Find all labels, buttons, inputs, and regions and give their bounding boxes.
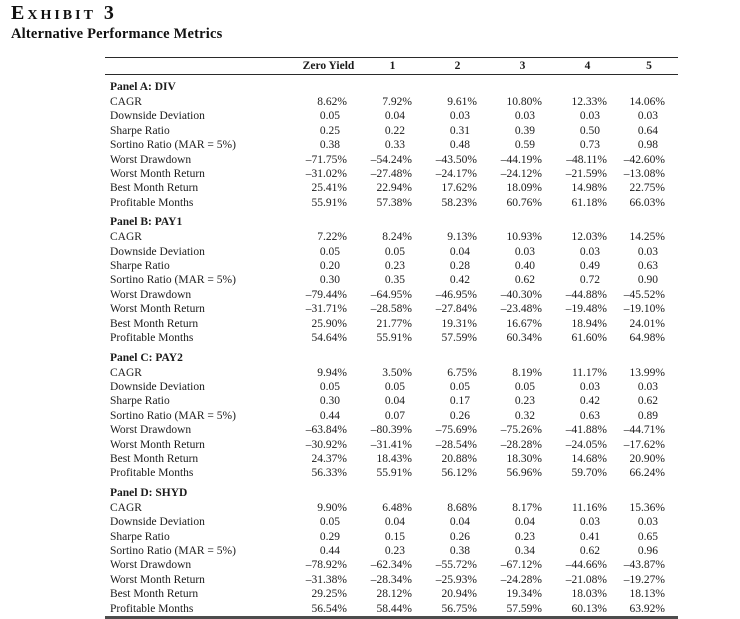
metric-value: 0.44 (319, 544, 340, 557)
metric-value: 0.49 (579, 260, 600, 273)
metric-label: Sharpe Ratio (110, 395, 170, 408)
metric-value: –79.44% (305, 288, 347, 301)
metric-label: Downside Deviation (110, 245, 205, 258)
metric-row (105, 558, 678, 572)
metric-value: 0.23 (514, 395, 535, 408)
metric-value: 22.75% (629, 182, 665, 195)
metric-value: –19.48% (565, 303, 607, 316)
metric-label: CAGR (110, 96, 142, 108)
metric-value: 0.63 (637, 260, 658, 273)
metric-value: 0.89 (637, 409, 658, 422)
metric-value: 0.04 (384, 110, 405, 123)
metric-value: 0.26 (449, 409, 470, 422)
metric-value: 59.70% (571, 467, 607, 480)
metric-value: 0.23 (384, 260, 405, 273)
metric-value: –24.05% (565, 438, 607, 451)
column-header-5: 5 (646, 60, 652, 72)
metric-value: 58.44% (376, 602, 412, 615)
metric-value: 20.94% (441, 588, 477, 601)
metric-value: 3.50% (382, 366, 412, 379)
column-header-zero-yield: Zero Yield (302, 60, 355, 72)
metric-value: 18.09% (506, 182, 542, 195)
metric-label: Worst Month Return (110, 438, 205, 451)
metric-value: –24.12% (500, 168, 542, 181)
panel-title: Panel A: DIV (110, 81, 176, 93)
metric-value: –40.30% (500, 288, 542, 301)
metric-value: 24.37% (311, 452, 347, 465)
metric-value: –44.19% (500, 153, 542, 166)
metric-value: 0.05 (319, 245, 340, 258)
metric-row (105, 501, 678, 515)
metric-value: 55.91% (376, 467, 412, 480)
metric-label: Profitable Months (110, 602, 194, 615)
metric-value: 7.92% (382, 96, 412, 108)
metric-row (105, 544, 678, 558)
metric-value: 57.38% (376, 196, 412, 209)
metric-value: 0.03 (637, 516, 658, 529)
metric-value: 0.03 (579, 380, 600, 393)
metric-value: 18.94% (571, 317, 607, 330)
metric-row (105, 317, 678, 331)
metric-value: –62.34% (370, 559, 412, 572)
metric-value: 0.05 (384, 245, 405, 258)
metric-value: 0.03 (514, 110, 535, 123)
metric-value: 0.40 (514, 260, 535, 273)
metric-value: 12.33% (571, 96, 607, 108)
metric-row (105, 452, 678, 466)
metric-value: –54.24% (370, 153, 412, 166)
metric-value: –80.39% (370, 424, 412, 437)
panel-title-row (105, 346, 678, 366)
metric-value: 9.94% (317, 366, 347, 379)
metric-value: 0.42 (579, 395, 600, 408)
metric-value: 0.03 (449, 110, 470, 123)
metric-value: 0.42 (449, 274, 470, 287)
metric-row (105, 230, 678, 244)
metric-value: 0.62 (637, 395, 658, 408)
metric-value: –67.12% (500, 559, 542, 572)
metric-value: –75.69% (435, 424, 477, 437)
metric-value: 0.35 (384, 274, 405, 287)
metric-label: Sortino Ratio (MAR = 5%) (110, 544, 236, 557)
metric-value: 6.48% (382, 501, 412, 514)
metric-value: 29.25% (311, 588, 347, 601)
metric-value: –28.58% (370, 303, 412, 316)
metric-value: –19.27% (623, 573, 665, 586)
metric-value: 0.20 (319, 260, 340, 273)
metric-label: Downside Deviation (110, 380, 205, 393)
metric-value: 8.68% (447, 501, 477, 514)
metric-value: 9.90% (317, 501, 347, 514)
metric-value: 0.17 (449, 395, 470, 408)
metric-value: 0.23 (384, 544, 405, 557)
metric-value: 0.05 (514, 380, 535, 393)
metric-label: Downside Deviation (110, 516, 205, 529)
exhibit-header (11, 2, 223, 43)
metric-row (105, 438, 678, 452)
metric-label: CAGR (110, 501, 142, 514)
metric-label: Best Month Return (110, 452, 199, 465)
metric-value: 19.31% (441, 317, 477, 330)
panel-title: Panel C: PAY2 (110, 351, 183, 364)
metric-value: 0.39 (514, 124, 535, 137)
metric-value: –24.17% (435, 168, 477, 181)
metric-value: 0.04 (384, 516, 405, 529)
metric-label: Downside Deviation (110, 110, 205, 123)
metric-row (105, 331, 678, 345)
metric-value: –28.28% (500, 438, 542, 451)
metric-value: –44.66% (565, 559, 607, 572)
metric-value: 0.23 (514, 530, 535, 543)
metric-value: 57.59% (441, 332, 477, 345)
metric-value: 0.05 (319, 380, 340, 393)
metric-value: –28.34% (370, 573, 412, 586)
metric-value: 0.03 (637, 245, 658, 258)
metric-value: 6.75% (447, 366, 477, 379)
metric-value: 0.03 (579, 110, 600, 123)
metric-value: 0.63 (579, 409, 600, 422)
metric-value: 0.32 (514, 409, 535, 422)
metric-label: Best Month Return (110, 182, 199, 195)
metric-value: 66.24% (629, 467, 665, 480)
metric-row (105, 380, 678, 394)
metric-row (105, 153, 678, 167)
panel-title: Panel B: PAY1 (110, 216, 183, 229)
metric-value: 56.96% (506, 467, 542, 480)
metric-value: 0.62 (514, 274, 535, 287)
metric-value: 0.38 (449, 544, 470, 557)
metric-value: 56.33% (311, 467, 347, 480)
metric-label: Worst Drawdown (110, 153, 192, 166)
metric-value: –13.08% (623, 168, 665, 181)
metric-value: 0.72 (579, 274, 600, 287)
metric-label: Worst Drawdown (110, 559, 192, 572)
metric-row (105, 288, 678, 302)
metric-row (105, 366, 678, 380)
metric-row (105, 394, 678, 408)
metric-value: 0.38 (319, 139, 340, 152)
metric-value: –55.72% (435, 559, 477, 572)
metric-label: Worst Drawdown (110, 288, 192, 301)
metric-value: 0.04 (449, 245, 470, 258)
metric-label: Worst Drawdown (110, 424, 192, 437)
metric-value: 0.05 (319, 110, 340, 123)
metric-value: 0.04 (514, 516, 535, 529)
metric-value: 55.91% (311, 196, 347, 209)
metric-value: 54.64% (311, 332, 347, 345)
metric-value: –44.88% (565, 288, 607, 301)
metric-value: –30.92% (305, 438, 347, 451)
performance-table (105, 57, 678, 619)
metric-value: –41.88% (565, 424, 607, 437)
metric-value: 60.34% (506, 332, 542, 345)
panel-title-row (105, 210, 678, 230)
metric-value: 0.64 (637, 124, 658, 137)
metric-value: 0.07 (384, 409, 405, 422)
metric-label: CAGR (110, 231, 142, 244)
metric-value: 0.65 (637, 530, 658, 543)
column-header-1: 1 (389, 60, 396, 72)
metric-value: 18.03% (571, 588, 607, 601)
metric-value: 20.90% (629, 452, 665, 465)
metric-value: 25.90% (311, 317, 347, 330)
metric-value: 10.80% (506, 96, 542, 108)
metric-value: 0.05 (449, 380, 470, 393)
metric-value: 10.93% (506, 231, 542, 244)
metric-value: 64.98% (629, 332, 665, 345)
metric-value: 8.24% (382, 231, 412, 244)
metric-row (105, 196, 678, 210)
metric-value: 0.33 (384, 139, 405, 152)
metric-label: Sharpe Ratio (110, 260, 170, 273)
metric-value: 0.90 (637, 274, 658, 287)
metric-label: Sharpe Ratio (110, 530, 170, 543)
metric-row (105, 109, 678, 123)
metric-row (105, 587, 678, 601)
column-header-4: 4 (584, 60, 591, 72)
metric-value: –43.50% (435, 153, 477, 166)
metric-value: 9.61% (447, 96, 477, 108)
row-label-column-spacer (105, 58, 297, 75)
metric-value: 7.22% (317, 231, 347, 244)
metric-value: –78.92% (305, 559, 347, 572)
metric-value: 21.77% (376, 317, 412, 330)
metric-value: –48.11% (566, 153, 607, 166)
metric-value: 12.03% (571, 231, 607, 244)
metric-value: 24.01% (629, 317, 665, 330)
metric-value: 25.41% (311, 182, 347, 195)
metric-label: Profitable Months (110, 467, 194, 480)
metric-value: 60.76% (506, 196, 542, 209)
metric-value: 63.92% (629, 602, 665, 615)
metric-value: 0.96 (637, 544, 658, 557)
metric-value: 0.03 (637, 380, 658, 393)
metric-value: 0.04 (384, 395, 405, 408)
metric-value: 55.91% (376, 332, 412, 345)
metric-value: 0.73 (579, 139, 600, 152)
metric-row (105, 409, 678, 423)
metric-value: –21.08% (565, 573, 607, 586)
metric-row (105, 138, 678, 152)
metric-value: 0.98 (637, 139, 658, 152)
metric-row (105, 423, 678, 437)
metric-value: –21.59% (565, 168, 607, 181)
metric-label: Best Month Return (110, 317, 199, 330)
exhibit-title: Alternative Performance Metrics (11, 26, 223, 42)
metric-value: 28.12% (376, 588, 412, 601)
metric-value: –24.28% (500, 573, 542, 586)
metric-value: 0.44 (319, 409, 340, 422)
metric-row (105, 515, 678, 529)
metric-label: Worst Month Return (110, 303, 205, 316)
metric-value: 0.30 (319, 274, 340, 287)
metric-value: 22.94% (376, 182, 412, 195)
metric-value: 16.67% (506, 317, 542, 330)
metric-row (105, 167, 678, 181)
panel-title-row (105, 481, 678, 501)
metric-value: 0.03 (514, 245, 535, 258)
metric-value: 0.05 (319, 516, 340, 529)
metric-value: 0.30 (319, 395, 340, 408)
metric-value: –46.95% (435, 288, 477, 301)
metric-value: –43.87% (623, 559, 665, 572)
metric-value: –17.62% (623, 438, 665, 451)
metric-value: 11.17% (571, 366, 607, 379)
metric-value: 0.41 (579, 530, 600, 543)
metric-value: –42.60% (623, 153, 665, 166)
table-body (105, 75, 678, 618)
metric-row (105, 95, 678, 109)
metric-value: 18.30% (506, 452, 542, 465)
column-header-3: 3 (519, 60, 526, 72)
metric-value: 15.36% (629, 501, 665, 514)
metric-row (105, 530, 678, 544)
metric-value: 14.06% (629, 96, 665, 108)
metric-value: 8.17% (512, 501, 542, 514)
metric-label: Sharpe Ratio (110, 124, 170, 137)
metric-value: –28.54% (435, 438, 477, 451)
metric-value: 0.25 (319, 124, 340, 137)
metric-value: –31.38% (305, 573, 347, 586)
metric-value: 8.19% (512, 366, 542, 379)
metric-value: 14.68% (571, 452, 607, 465)
metric-row (105, 466, 678, 480)
metric-value: –71.75% (305, 153, 347, 166)
metric-value: –27.84% (435, 303, 477, 316)
metric-label: Profitable Months (110, 196, 194, 209)
metric-label: Profitable Months (110, 332, 194, 345)
metric-value: –31.02% (305, 168, 347, 181)
panel-title: Panel D: SHYD (110, 486, 188, 499)
metric-row (105, 245, 678, 259)
metric-row (105, 273, 678, 287)
metric-value: 0.34 (514, 544, 535, 557)
metric-row (105, 259, 678, 273)
metric-value: 0.03 (579, 516, 600, 529)
metric-value: 8.62% (317, 96, 347, 108)
metric-value: –19.10% (623, 303, 665, 316)
metric-value: 0.29 (319, 530, 340, 543)
metric-label: Sortino Ratio (MAR = 5%) (110, 409, 236, 422)
metric-value: 0.15 (384, 530, 405, 543)
metric-label: Best Month Return (110, 588, 199, 601)
metric-label: Worst Month Return (110, 168, 205, 181)
metric-value: 0.26 (449, 530, 470, 543)
metric-value: –45.52% (623, 288, 665, 301)
metric-value: 0.48 (449, 139, 470, 152)
metric-value: 9.13% (447, 231, 477, 244)
metric-value: –31.71% (305, 303, 347, 316)
metric-label: Sortino Ratio (MAR = 5%) (110, 274, 236, 287)
metric-value: 13.99% (629, 366, 665, 379)
metric-value: 0.62 (579, 544, 600, 557)
metric-value: 19.34% (506, 588, 542, 601)
metric-value: –75.26% (500, 424, 542, 437)
metric-value: 18.13% (629, 588, 665, 601)
metric-label: Worst Month Return (110, 573, 205, 586)
metric-value: 0.05 (384, 380, 405, 393)
metric-value: 20.88% (441, 452, 477, 465)
metric-value: 18.43% (376, 452, 412, 465)
metric-value: –44.71% (623, 424, 665, 437)
panel-title-row (105, 75, 678, 96)
metric-label: Sortino Ratio (MAR = 5%) (110, 139, 236, 152)
metric-value: 0.59 (514, 139, 535, 152)
metric-value: 0.28 (449, 260, 470, 273)
metric-label: CAGR (110, 366, 142, 379)
metric-value: 61.60% (571, 332, 607, 345)
metric-value: 0.03 (637, 110, 658, 123)
metric-value: 0.50 (579, 124, 600, 137)
metric-value: 56.75% (441, 602, 477, 615)
metric-value: 57.59% (506, 602, 542, 615)
metric-value: –27.48% (370, 168, 412, 181)
metric-value: 0.03 (579, 245, 600, 258)
metric-row (105, 573, 678, 587)
metric-value: 0.31 (449, 124, 470, 137)
metric-value: –63.84% (305, 424, 347, 437)
metric-value: 58.23% (441, 196, 477, 209)
metric-row (105, 181, 678, 195)
metric-row (105, 302, 678, 316)
exhibit-label: Exhibit 3 (11, 2, 117, 24)
metric-value: 56.54% (311, 602, 347, 615)
metric-value: 14.98% (571, 182, 607, 195)
metric-value: 17.62% (441, 182, 477, 195)
column-header-2: 2 (454, 60, 461, 72)
metric-value: 11.16% (571, 501, 607, 514)
metric-value: 0.22 (384, 124, 405, 137)
metric-row (105, 602, 678, 618)
metric-value: –64.95% (370, 288, 412, 301)
metric-value: 56.12% (441, 467, 477, 480)
table-header-row (105, 58, 678, 75)
metric-value: –31.41% (370, 438, 412, 451)
metric-value: –25.93% (435, 573, 477, 586)
metric-value: 14.25% (629, 231, 665, 244)
metric-row (105, 124, 678, 138)
metric-value: 0.04 (449, 516, 470, 529)
metric-value: 61.18% (571, 196, 607, 209)
metric-value: 66.03% (629, 196, 665, 209)
metric-value: –23.48% (500, 303, 542, 316)
metric-value: 60.13% (571, 602, 607, 615)
